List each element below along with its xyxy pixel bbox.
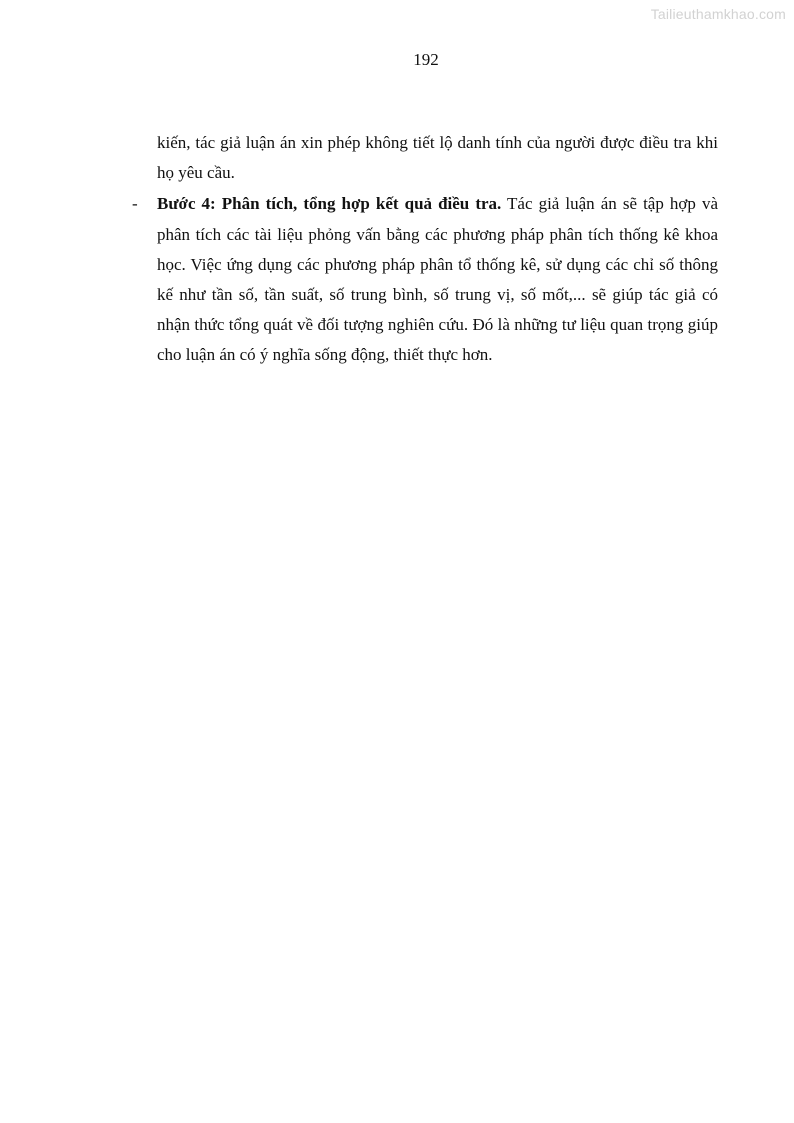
- list-item: [132, 189, 719, 370]
- document-body: [132, 128, 719, 371]
- page-number: 192: [413, 50, 439, 69]
- watermark: Tailieuthamkhao.com: [650, 6, 786, 22]
- paragraph-continuation: kiến, tác giả luận án xin phép không tiết lộ danh tính của người được điều tra khi họ yêu cầu.: [157, 133, 718, 183]
- step-body: Tác giả luận án sẽ tập hợp và phân tích các tài liệu phỏng vấn bằng các phương pháp phân tích thống kê khoa học. Việc ứng dụng các phương pháp phân tổ thống kê, sử dụng các chỉ số thông kế như tần số, tần suất, số trung bình, số trung vị, số mốt,... sẽ giúp tác giả có nhận thức tổng quát về đối tượng nghiên cứu. Đó là những tư liệu quan trọng giúp cho luận án có ý nghĩa sống động, thiết thực hơn.: [157, 194, 719, 365]
- list-bullet: -: [132, 194, 138, 214]
- list-item-text: [157, 189, 718, 370]
- step-heading: Bước 4: Phân tích, tổng hợp kết quả điều tra.: [157, 194, 502, 214]
